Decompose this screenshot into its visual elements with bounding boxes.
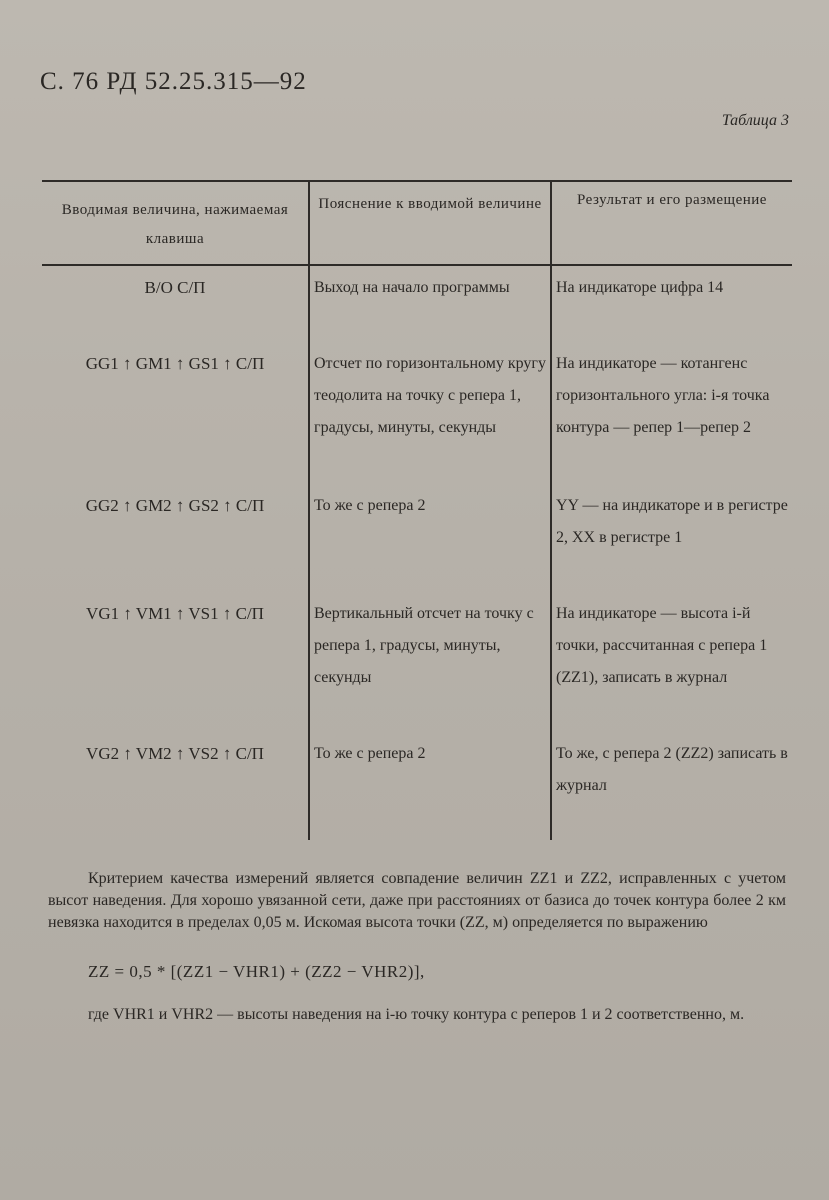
row-key: VG1 ↑ VM1 ↑ VS1 ↑ С/П [86,604,264,623]
column-header-result: Результат и его размещение [577,192,767,208]
body-paragraph-definition: где VHR1 и VHR2 — высоты наведения на i-ю точку контура с реперов 1 и 2 соответственно, м. [88,1006,745,1023]
page-reference: С. 76 РД 52.25.315—92 [40,68,307,95]
formula: ZZ = 0,5 * [(ZZ1 − VHR1) + (ZZ2 − VHR2)], [88,962,425,981]
row-result: YY — на индикаторе и в регистре 2, XX в регистре 1 [556,497,788,546]
row-explanation: То же с репера 2 [314,745,426,762]
row-explanation: Вертикальный отсчет на точку с репера 1, градусы, минуты, секунды [314,605,534,686]
row-result: На индикаторе цифра 14 [556,279,724,296]
row-key: VG2 ↑ VM2 ↑ VS2 ↑ С/П [86,744,264,763]
row-key: В/О С/П [144,278,206,297]
row-explanation: Выход на начало программы [314,279,510,296]
table-top-rule [42,180,792,182]
body-paragraph: Критерием качества измерений является совпадение величин ZZ1 и ZZ2, исправленных с учетом высот наведения. Для хорошо увязанной сети, даже при расстояниях от базиса до точек контура более 2 км невязка находится в пределах 0,05 м. Искомая высота точки (ZZ, м) определяется по выражению [48,870,786,931]
table-label: Таблица 3 [721,112,789,129]
table-header-rule [42,264,792,266]
column-divider-1 [308,180,310,840]
row-explanation: Отсчет по горизонтальному кругу теодолита на точку с репера 1, градусы, минуты, секунды [314,355,546,436]
row-result: То же, с репера 2 (ZZ2) записать в журнал [556,745,788,794]
column-divider-2 [550,180,552,840]
row-key: GG1 ↑ GM1 ↑ GS1 ↑ С/П [85,354,265,373]
row-result: На индикаторе — котангенс горизонтального угла: i-я точка контура — репер 1—репер 2 [556,355,770,436]
column-header-explanation: Пояснение к вводимой величине [318,196,542,212]
row-result: На индикаторе — высота i-й точки, рассчитанная с репера 1 (ZZ1), записать в журнал [556,605,768,686]
row-key: GG2 ↑ GM2 ↑ GS2 ↑ С/П [85,496,265,515]
row-explanation: То же с репера 2 [314,497,426,514]
column-header-input: Вводимая величина, нажимаемая клавиша [61,202,289,247]
